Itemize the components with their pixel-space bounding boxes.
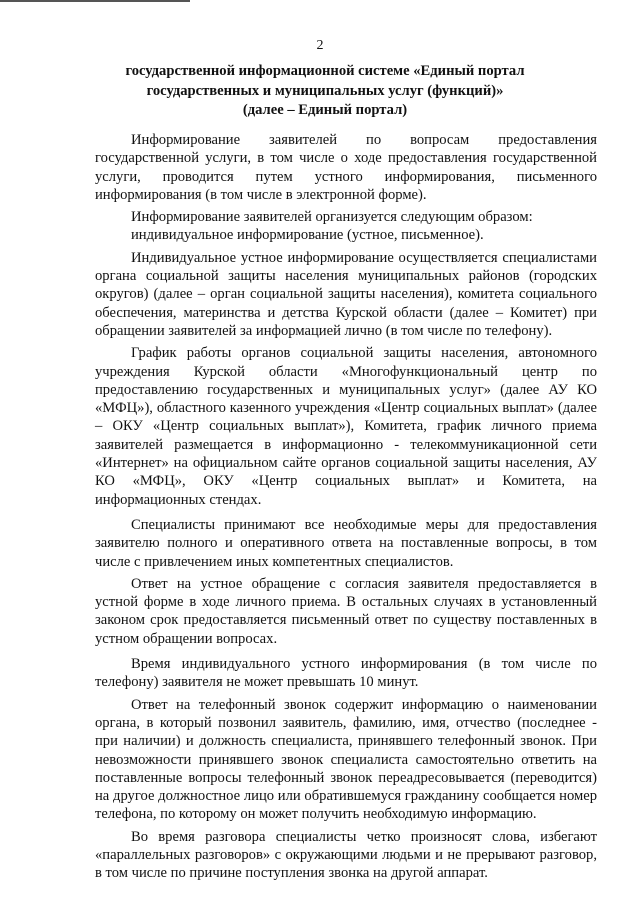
paragraph: Во время разговора специалисты четко произносят слова, избегают «параллельных разговоров» с окружающими людьми и не прерывают разговор, в том числе по причине поступления звонка на другой аппарат. <box>95 828 597 882</box>
page-number: 2 <box>316 38 324 53</box>
paragraph: График работы органов социальной защиты населения, автономного учреждения Курской области «Многофункциональный центр по предоставлению государственных и муниципальных услуг» (далее АУ КО «МФЦ»), областного казенного учреждения «Центр социальных выплат» (далее – ОКУ «Центр социальных выплат»), Комитета, график личного приема заявителей размещается в информационно - телекоммуникационной сети «Интернет» на официальном сайте органов социальной защиты населения, АУ КО «МФЦ», ОКУ «Центр социальных выплат» и Комитета, на информационных стендах. <box>95 345 597 508</box>
paragraph: Информирование заявителей по вопросам предоставления государственной услуги, в том числе о ходе предоставления государственной услуги, проводится путем устного информирования, письменного информирования (в том числе в электронной форме). <box>95 132 597 203</box>
document-body <box>95 131 597 887</box>
paragraph: Индивидуальное устное информирование осуществляется специалистами органа социальной защиты населения муниципальных районов (городских округов) (далее – орган социальной защиты населения), комитета социального обеспечения, материнства и детства Курской области (далее – Комитет) при обращении заявителей за информацией лично (в том числе по телефону). <box>95 249 597 339</box>
top-border-line <box>0 0 190 2</box>
section-heading <box>100 62 550 121</box>
paragraph: Информирование заявителей организуется следующим образом: <box>131 209 533 226</box>
heading-line: (далее – Единый портал) <box>242 102 408 118</box>
paragraph: Время индивидуального устного информирования (в том числе по телефону) заявителя не может превышать 10 минут. <box>95 656 597 691</box>
paragraph: Специалисты принимают все необходимые меры для предоставления заявителю полного и оперативного ответа на поставленные вопросы, в том числе с привлечением иных компетентных специалистов. <box>95 516 597 570</box>
heading-line: государственной информационной системе «Единый портал <box>125 63 525 79</box>
paragraph: Ответ на телефонный звонок содержит информацию о наименовании органа, в который позвонил заявитель, фамилию, имя, отчество (последнее - при наличии) и должность специалиста, принявшего телефонный звонок. При невозможности принявшего звонок специалиста самостоятельно ответить на поставленные вопросы телефонный звонок переадресовывается (переводится) на другое должностное лицо или обратившемуся гражданину сообщается номер телефона, по которому он может получить необходимую информацию. <box>95 696 597 823</box>
paragraph: индивидуальное информирование (устное, письменное). <box>131 227 484 244</box>
paragraph: Ответ на устное обращение с согласия заявителя предоставляется в устной форме в ходе личного приема. В остальных случаях в установленный законом срок предоставляется письменный ответ по существу поставленных в устном обращении вопросах. <box>95 575 597 647</box>
heading-line: государственных и муниципальных услуг (функций)» <box>146 82 504 99</box>
